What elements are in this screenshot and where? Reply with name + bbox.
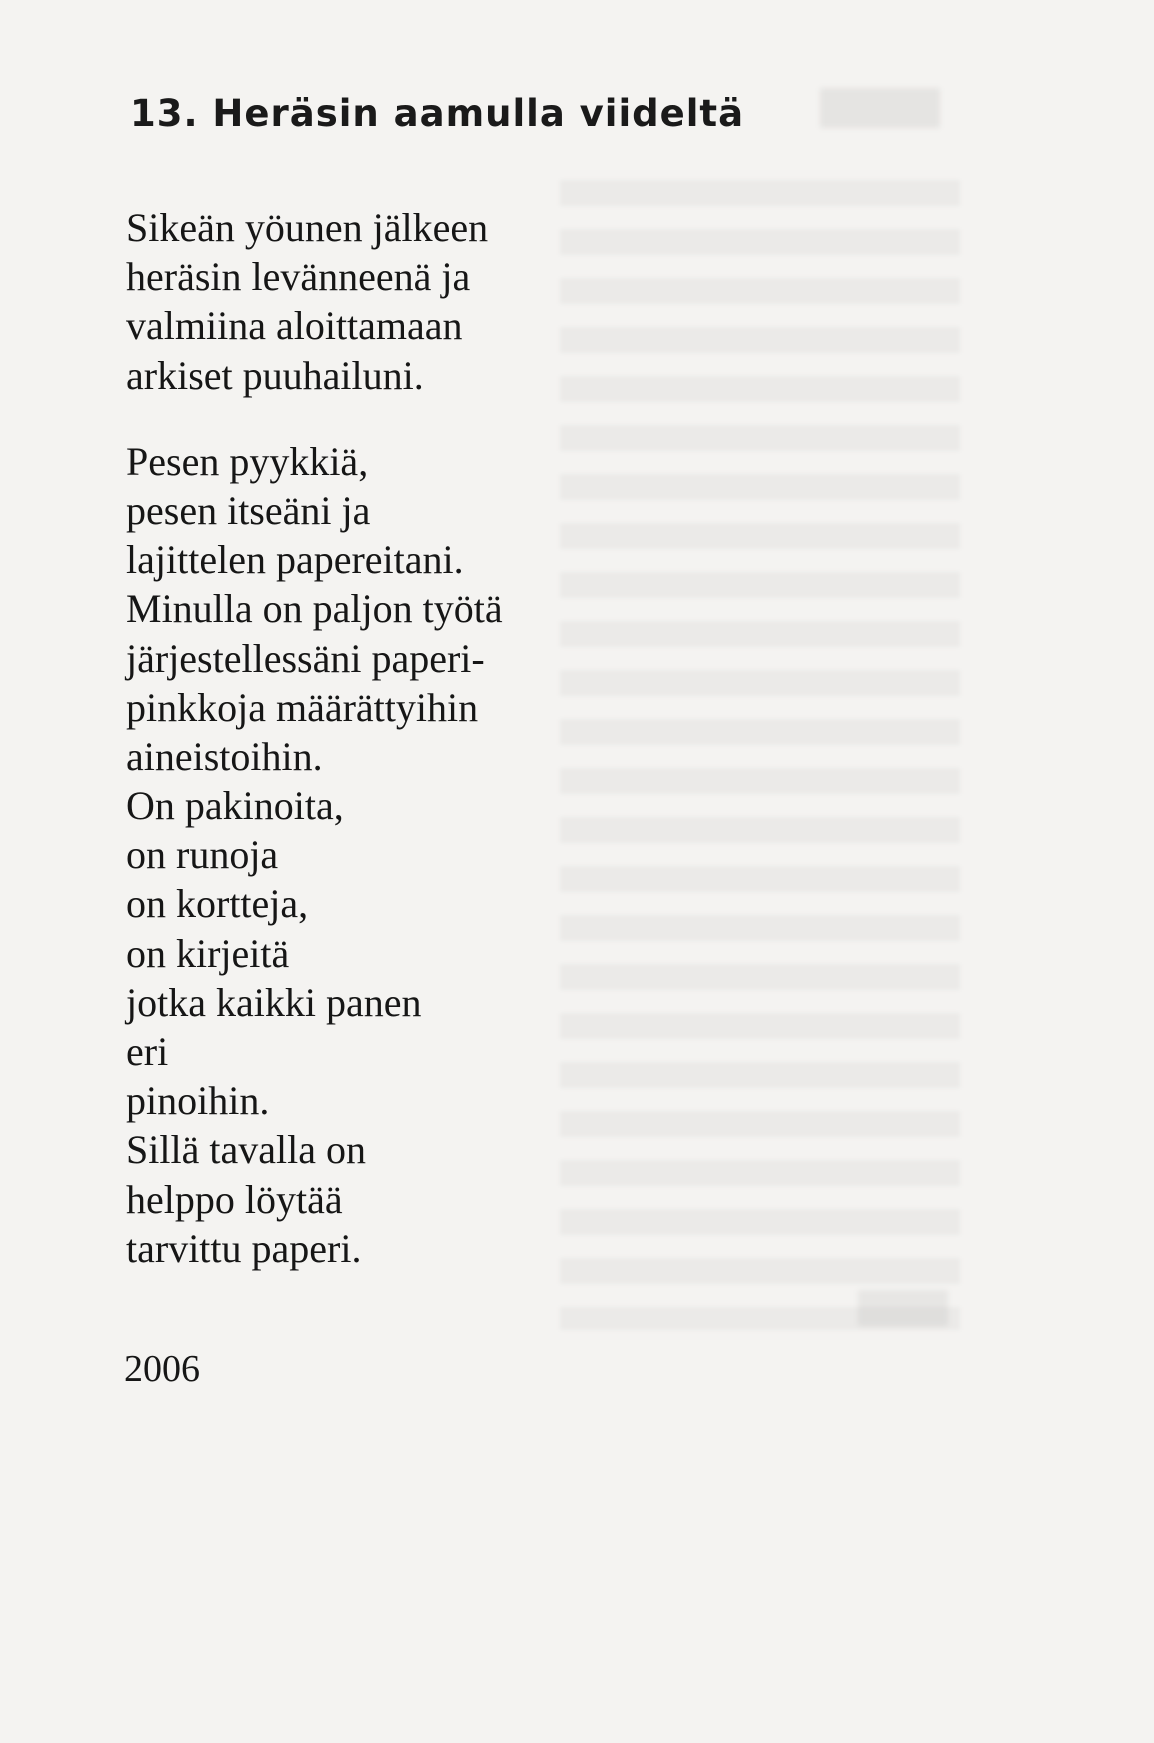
poem-body (126, 203, 503, 1273)
poem-line: pinoihin. (126, 1078, 270, 1124)
facing-page-title-bleed (820, 88, 940, 128)
poem-line: lajittelen papereitani. (126, 537, 464, 583)
poem-line: arkiset puuhailuni. (126, 352, 424, 398)
poem-line: Pesen pyykkiä, (126, 438, 369, 484)
poem-line: on kirjeitä (126, 930, 290, 976)
facing-page-year-bleed (858, 1290, 948, 1326)
poem-title: 13. Heräsin aamulla viideltä (130, 92, 745, 135)
poem-line: tarvittu paperi. (126, 1225, 362, 1271)
poem-line: helppo löytää (126, 1176, 343, 1222)
poem-line: on kortteja, (126, 881, 309, 927)
stanza-2 (126, 437, 503, 1273)
poem-line: On pakinoita, (126, 783, 344, 829)
poem-line: heräsin levänneenä ja (126, 254, 471, 300)
poem-year: 2006 (124, 1348, 200, 1390)
poem-line: pesen itseäni ja (126, 487, 371, 533)
poem-line: Sillä tavalla on (126, 1127, 366, 1173)
facing-page-bleed-through (560, 180, 960, 1330)
stanza-gap (126, 400, 503, 437)
poem-line: eri (126, 1029, 169, 1074)
poem-line: järjestellessäni paperi- (126, 635, 485, 681)
poem-line: on runoja (126, 832, 279, 878)
poem-line: jotka kaikki panen (126, 979, 422, 1025)
stanza-1 (126, 203, 503, 400)
poem-line: Minulla on paljon työtä (126, 586, 503, 632)
poem-line: aineistoihin. (126, 733, 323, 779)
poem-line: valmiina aloittamaan (126, 303, 463, 349)
poem-line: Sikeän yöunen jälkeen (126, 205, 489, 250)
poem-line: pinkkoja määrättyihin (126, 684, 479, 730)
